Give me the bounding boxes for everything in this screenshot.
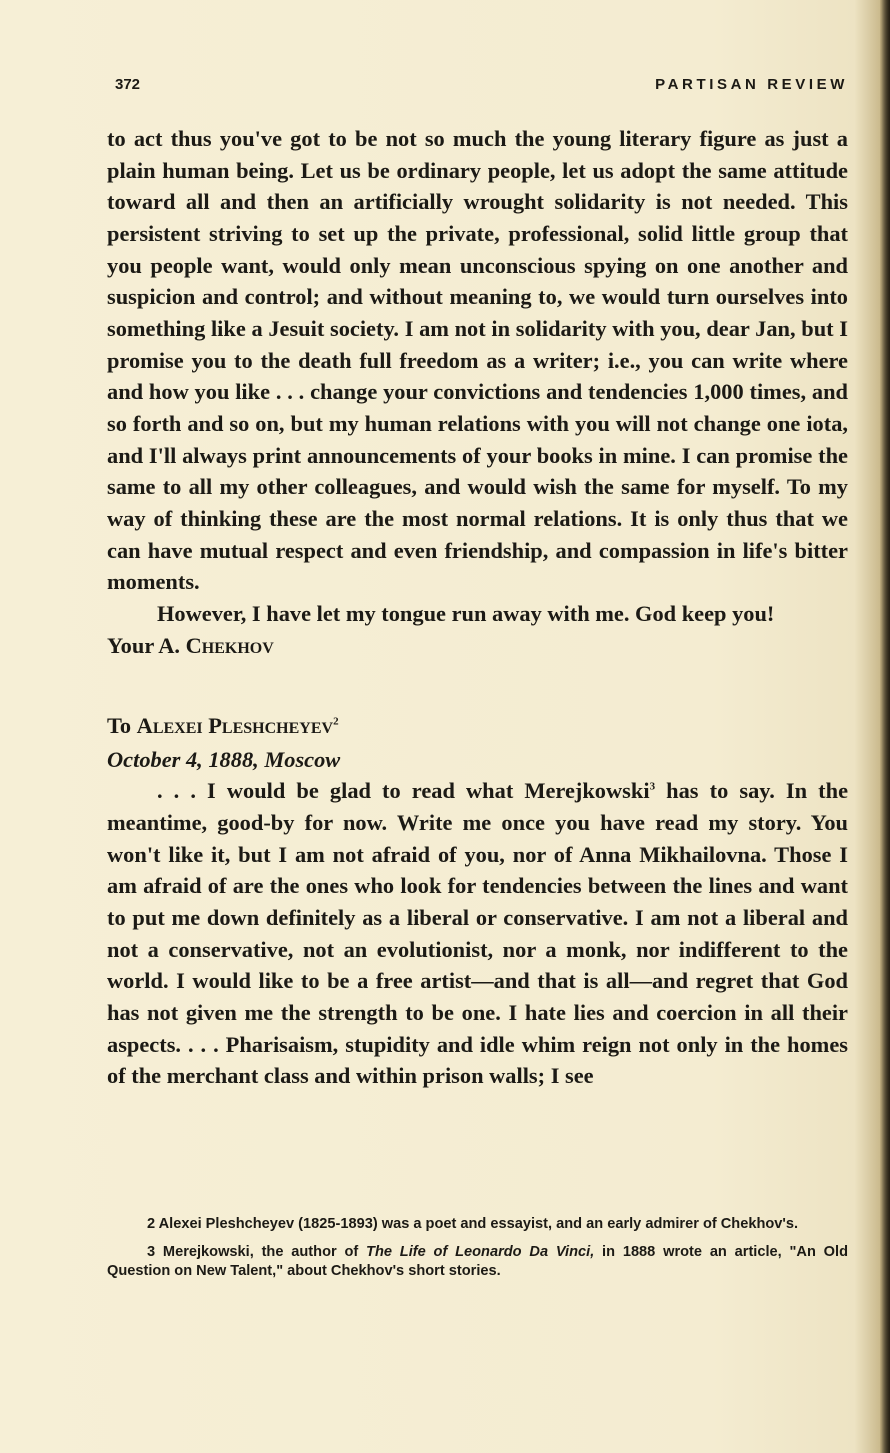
letter-dateline: October 4, 1888, Moscow (107, 746, 341, 772)
letter-paragraph: However, I have let my tongue run away with me. God keep you! (157, 600, 775, 626)
footnote-text: in 1888 wrote an article, "An Old Question on New Talent," about Chekhov's short stories. (107, 1244, 848, 1279)
running-head: PARTISAN REVIEW (655, 76, 848, 93)
body-text (107, 123, 848, 1092)
letter-heading-prefix: To (107, 713, 137, 739)
footnote-text: 3 Merejkowski, the author of (147, 1244, 367, 1260)
letter-heading (107, 710, 848, 742)
signoff-prefix: Your A. (107, 632, 186, 658)
paragraph-text: . . . I would be glad to read what Merejkowski (157, 778, 650, 804)
signoff-name: Chekhov (185, 632, 274, 658)
page-header (115, 76, 848, 100)
letter-heading-recipient: Alexei Pleshcheyev (136, 713, 334, 739)
footnote-ref: 2 (333, 715, 339, 728)
letter-signoff (107, 630, 848, 662)
footnote-book-title: The Life of Leonardo Da Vinci, (366, 1244, 595, 1260)
footnote-3 (107, 1243, 848, 1281)
page-number: 372 (115, 76, 141, 93)
letter-paragraph (107, 775, 848, 1092)
page-edge-shadow (880, 0, 890, 1453)
footnote-ref: 3 (649, 781, 656, 793)
paragraph-text: has to say. In the meantime, good-by for now. Write me once you have read my story. You won't like it, but I am not afraid of you, nor of Anna Mikhailovna. Those I am afraid of are the ones who look for tendencies between the lines and want to put me down definitely as a liberal or conservative. I am not a liberal and not a conservative, not an evolutionist, nor a monk, nor indifferent to the world. I would like to be a free artist—and that is all—and regret that God has not given me the strength to be one. I hate lies and coercion in all their aspects. . . . Pharisaism, stupidity and idle whim reign not only in the homes of the merchant class and within prison walls; I see (107, 778, 849, 1089)
footnotes (107, 1215, 848, 1290)
letter-paragraph: to act thus you've got to be not so much the young literary figure as just a plain human being. Let us be ordinary people, let us adopt the same attitude toward all and then an artificially wrought solidarity is not needed. This persistent striving to set up the private, professional, solid little group that you people want, would only mean unconscious spying on one another and suspicion and control; and without meaning to, we would turn ourselves into something like a Jesuit society. I am not in solidarity with you, dear Jan, but I promise you to the death full freedom as a writer; i.e., you can write where and how you like . . . change your convictions and tendencies 1,000 times, and so forth and so on, but my human relations with you will not change one iota, and I'll always print announcements of your books in mine. I can promise the same to all my other colleagues, and would wish the same for myself. To my way of thinking these are the most normal relations. It is only thus that we can have mutual respect and even friendship, and compassion in life's bitter moments. (107, 126, 848, 595)
footnote-2: 2 Alexei Pleshcheyev (1825-1893) was a poet and essayist, and an early admirer of Chekhov's. (147, 1216, 799, 1232)
